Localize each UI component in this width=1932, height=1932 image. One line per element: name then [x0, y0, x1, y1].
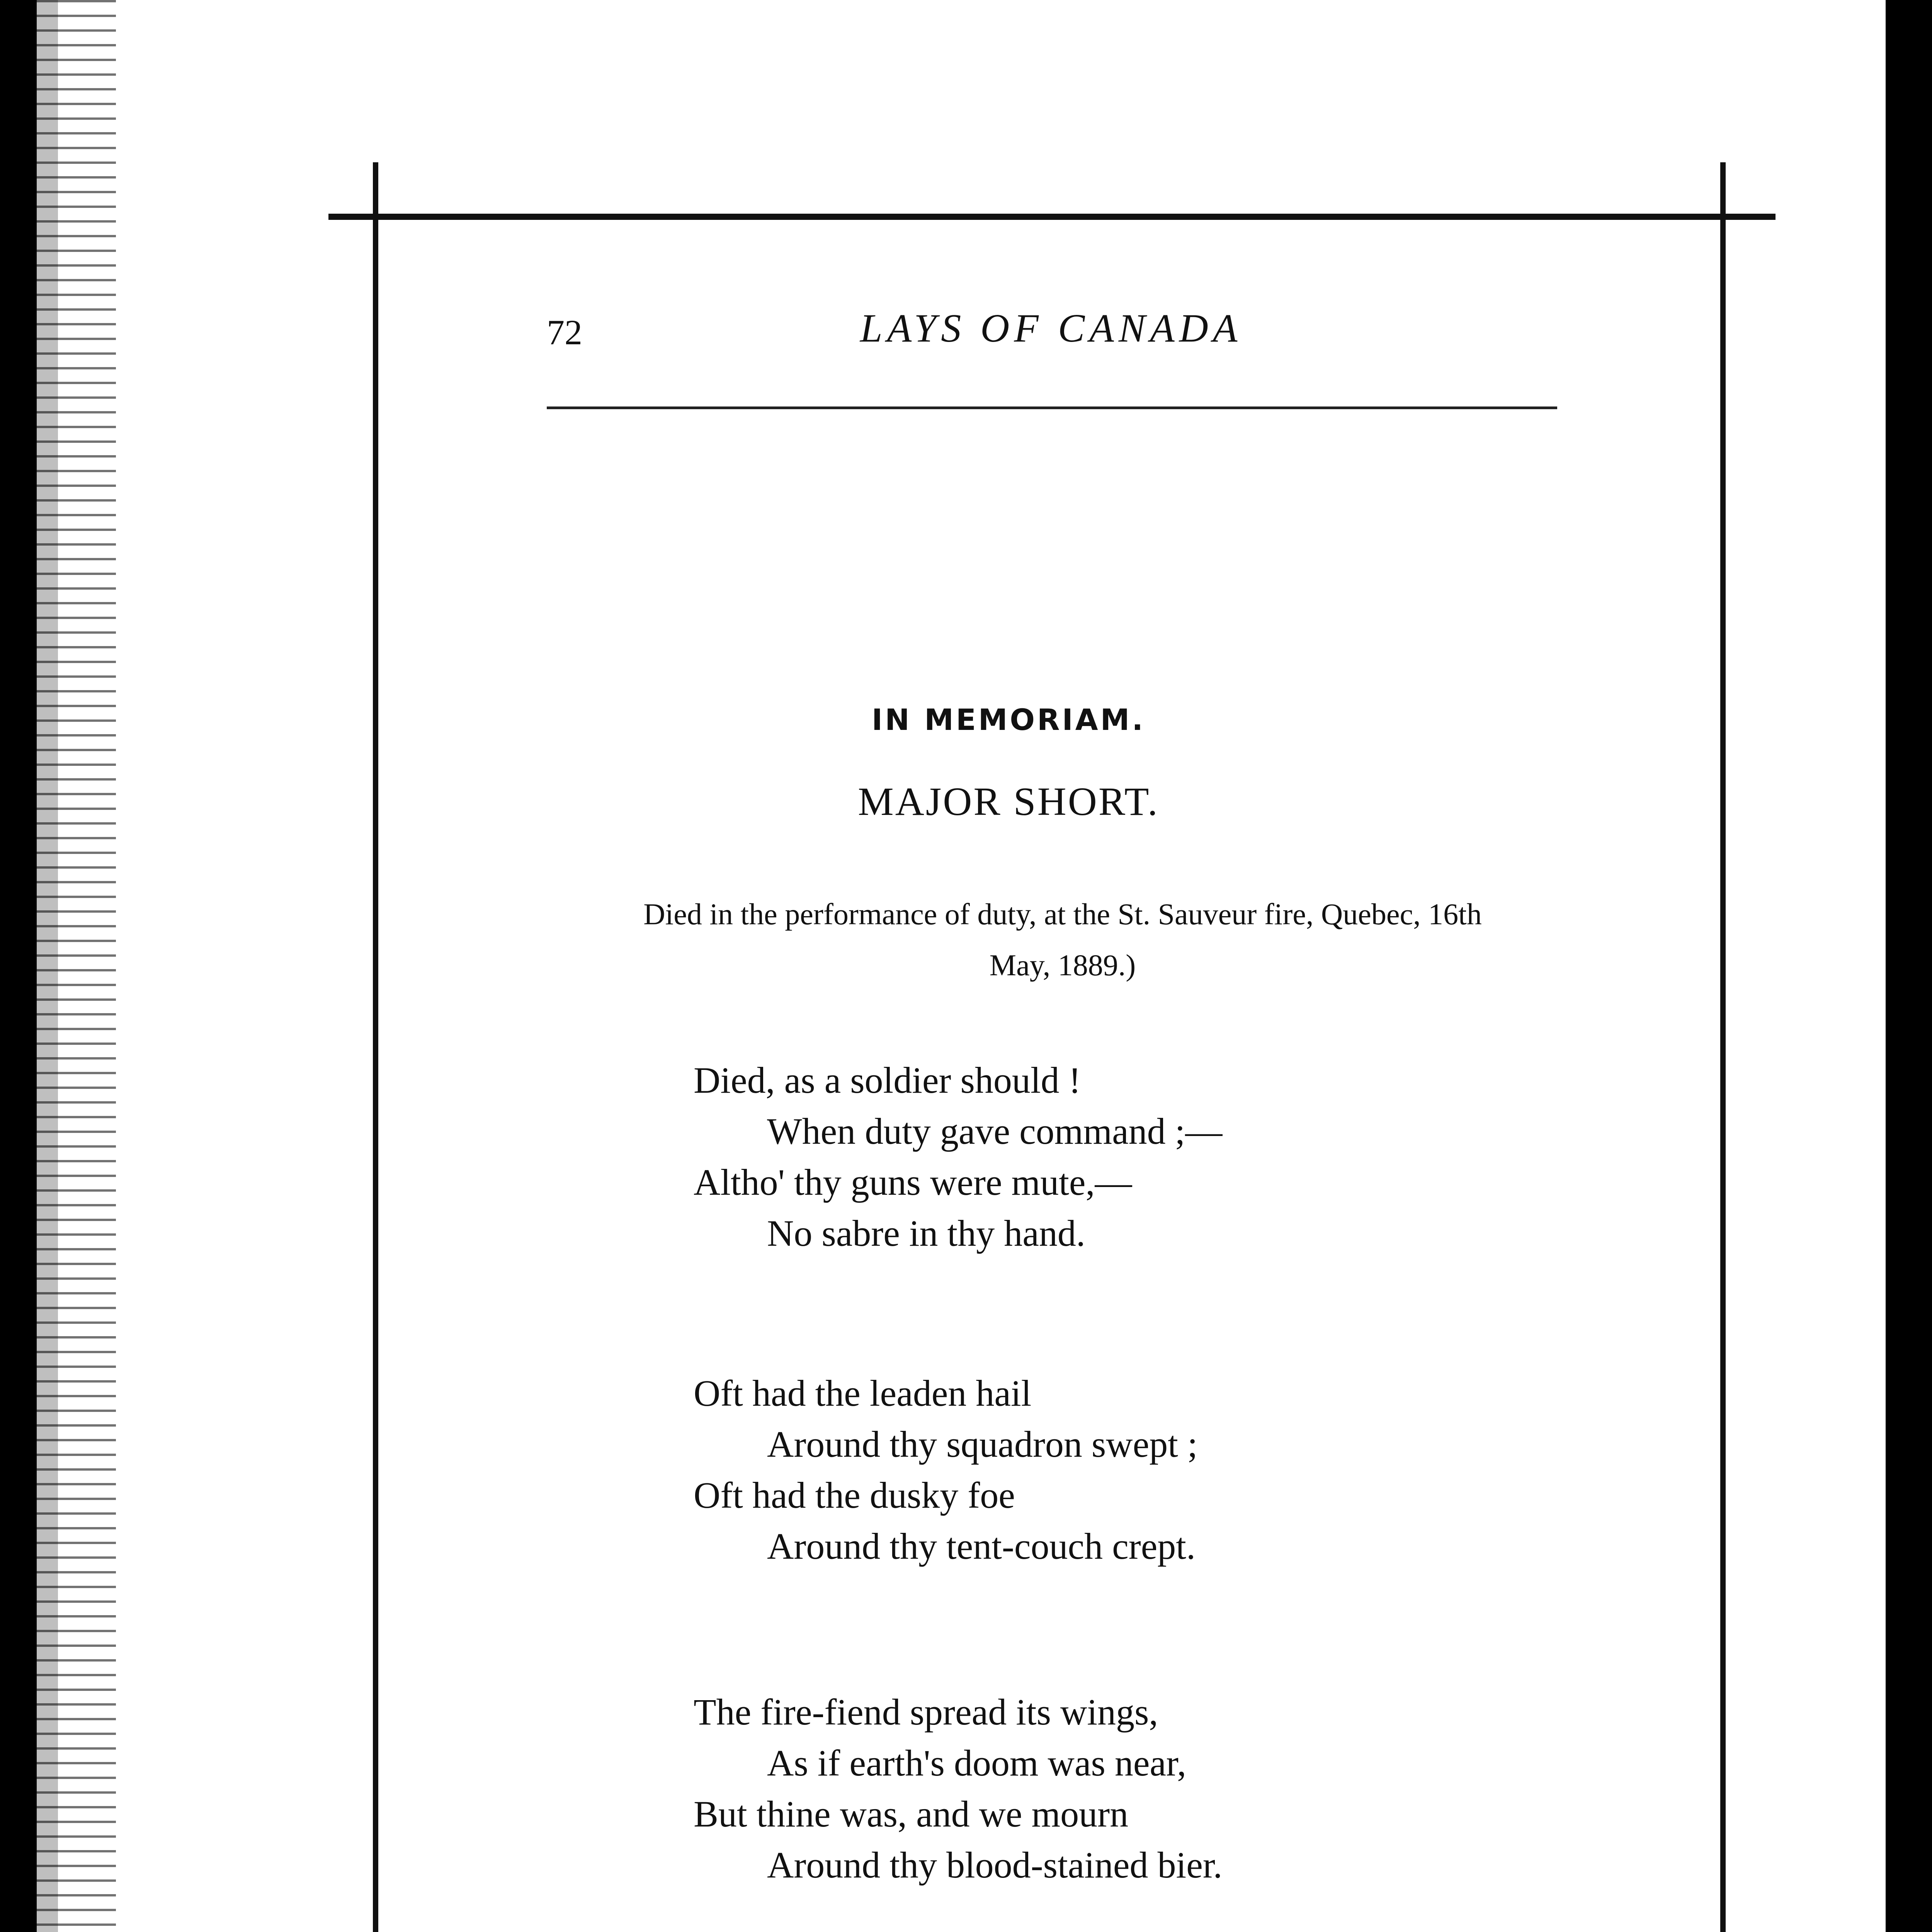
verse-line: Oft had the dusky foe: [694, 1475, 1015, 1516]
poem-title: MAJOR SHORT.: [858, 779, 1159, 824]
verse-line: But thine was, and we mourn: [694, 1793, 1129, 1835]
section-heading: IN MEMORIAM.: [871, 702, 1146, 737]
stanza: [694, 1055, 1582, 1259]
stanza: [694, 1368, 1582, 1572]
border-rule-right: [1720, 162, 1726, 1932]
verse-line: Oft had the leaden hail: [694, 1372, 1032, 1414]
dedication-line: May, 1889.): [989, 948, 1136, 982]
page-number: 72: [547, 313, 582, 352]
verse-line: Around thy tent-couch crept.: [767, 1526, 1196, 1567]
verse-line: Died, as a soldier should !: [694, 1060, 1081, 1101]
border-rule-left: [373, 162, 378, 1932]
scan-gutter-left: [0, 0, 116, 1932]
running-head: [547, 305, 1555, 355]
stanza: [694, 1687, 1582, 1891]
running-title: LAYS OF CANADA: [860, 306, 1242, 350]
verse-line: The fire-fiend spread its wings,: [694, 1691, 1158, 1733]
running-head-rule: [547, 406, 1557, 409]
dedication-note: [572, 889, 1553, 991]
border-rule-top: [328, 214, 1776, 220]
verse-line: As if earth's doom was near,: [767, 1742, 1187, 1784]
verse-line: Around thy blood-stained bier.: [767, 1844, 1223, 1886]
verse-line: When duty gave command ;—: [767, 1111, 1223, 1152]
verse-line: Altho' thy guns were mute,—: [694, 1162, 1132, 1203]
dedication-line: Died in the performance of duty, at the St. Sauveur fire, Quebec, 16th: [643, 897, 1482, 931]
verse-line: Around thy squadron swept ;: [767, 1423, 1198, 1465]
verse-line: No sabre in thy hand.: [767, 1213, 1085, 1254]
scan-edge-right: [1886, 0, 1932, 1932]
